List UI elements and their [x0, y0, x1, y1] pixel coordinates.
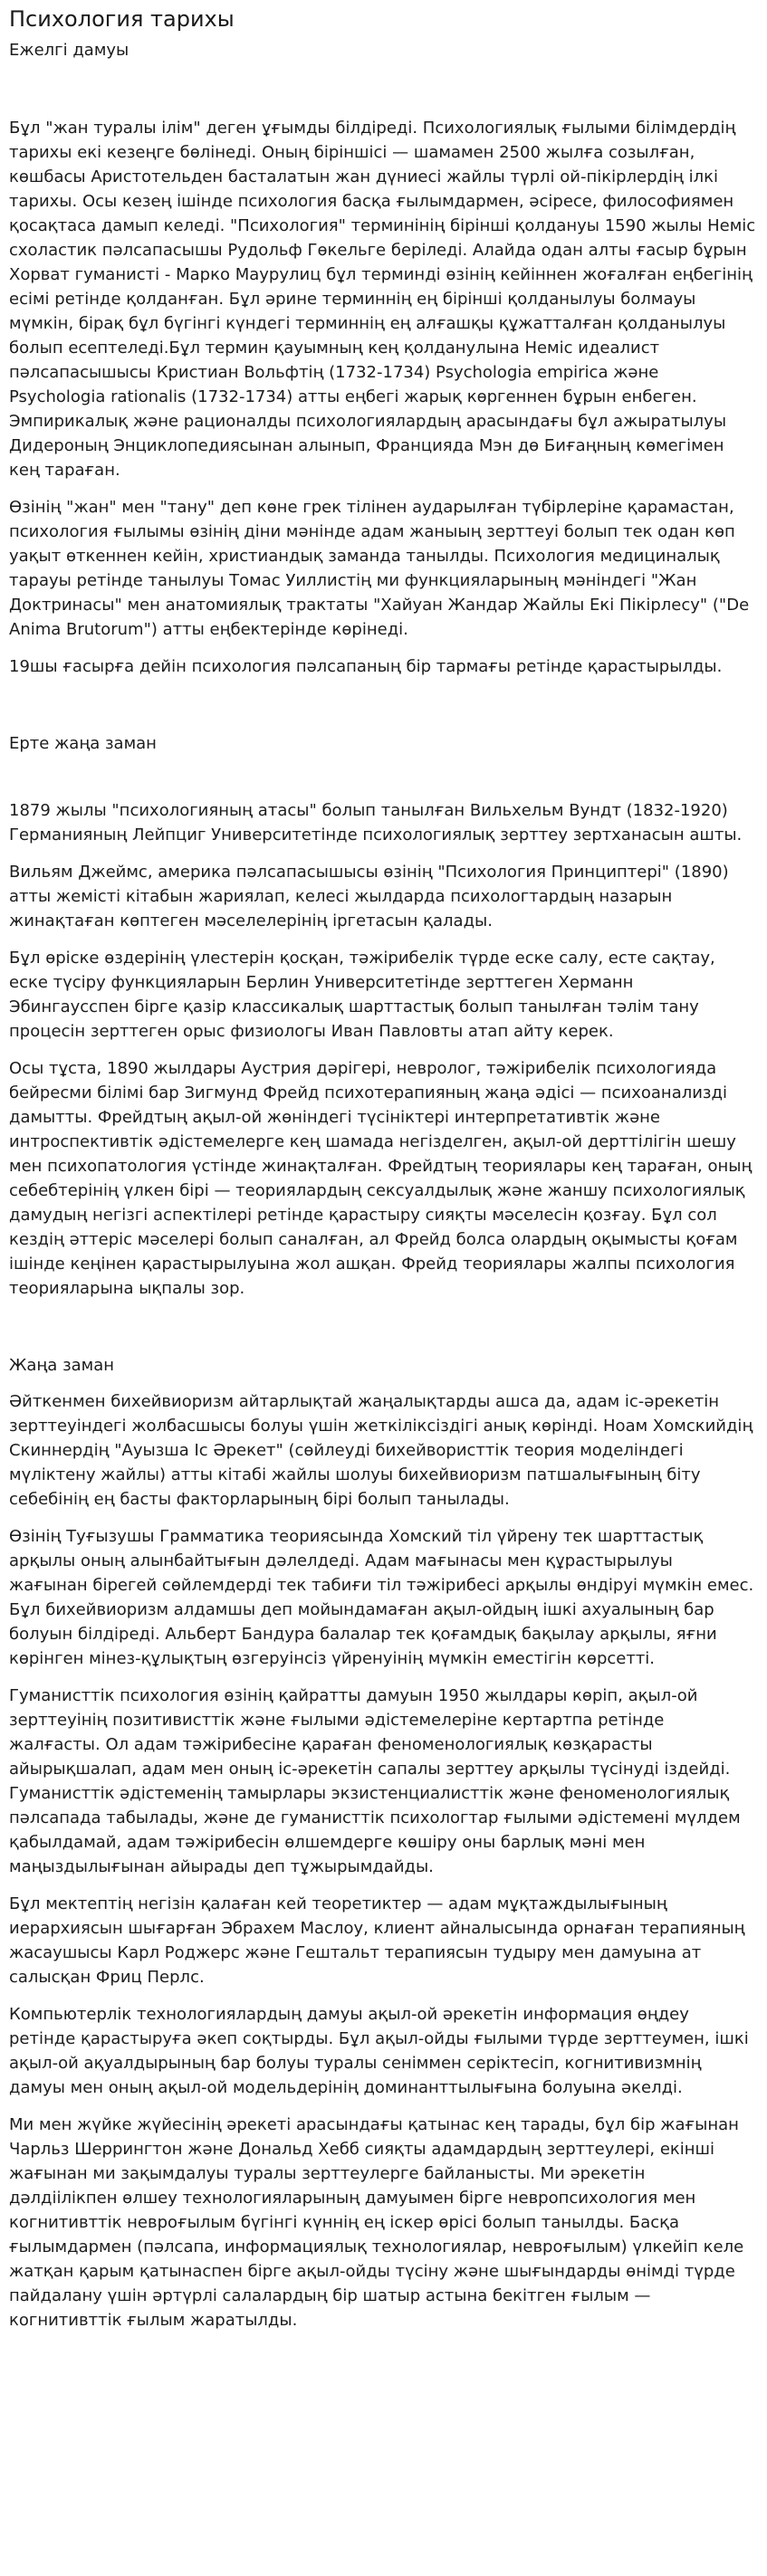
section-heading-modern: Жаңа заман: [9, 1356, 115, 1375]
section-ancient: [9, 40, 756, 679]
spacer: [9, 1989, 756, 2002]
spacer: [9, 482, 756, 495]
spacer: [9, 1879, 756, 1892]
section-early-modern: [9, 733, 756, 1301]
paragraph: Ми мен жүйке жүйесінің әрекеті арасындағы қатынас кең тарады, бұл бір жағынан Чарльз Шеррингтон және Дональд Хебб сияқты адамдардың зерттеулері, екінші жағынан ми зақымдалуы туралы зерттеулерге байланысты. Ми әрекетін дәлдіілікпен өлшеу технологияларының дамуымен бірге невропсихология мен когнитивттік неврoғылым бүгінгі күннің ең іскер өрісі болып танылды. Басқа ғылымдармен (пәлсапа, информациялық технологиялар, неврoғылым) үлкейіп келе жатқан қарым қатынаспен бірге ақыл-ойды түсіну және шығындарды өнімді түрде пайдалану үшін әртүрлі салалардың бір шатыр астына бекітген ғылым — когнитивттік ғылым жаратылды.: [9, 2115, 744, 2330]
paragraph: Бұл мектептің негізін қалаған кей теоретиктер — адам мұқтаждылығының иерархиясын шығарған Эбрахем Маслоу, клиент айналысында орнаған терапияның жасаушысы Карл Роджерс және Гештальт терапиясын тудыру мен дамуына ат салысқан Фриц Перлс.: [9, 1894, 745, 1987]
spacer: [9, 847, 756, 860]
spacer: [9, 1301, 756, 1355]
page-title: Психология тарихы: [9, 6, 235, 32]
paragraph: Гуманисттік психология өзінің қайратты дамуын 1950 жылдары көріп, ақыл-ой зерттеуінің позитивисттік және ғылыми әдістемелеріне кертартпа ретінде жалғасты. Ол адам тәжірибесіне қараған феноменологиялық көзқарасты айырықшалап, адам мен оның іс-әрекетін сапалы зерттеу арқылы түсінуді іздейді. Гуманисттік әдістеменің тамырлары экзистенциалисттік және феноменологиялық пәлсапада табылады, және де гуманисттік психологтар ғылыми әдістемені мүлдем қабылдамай, адам тәжірибесін өлшемдерге көшіру оны барлық мәні мен маңыздылығынан айырады деп тұжырымдайды.: [9, 1686, 741, 1876]
spacer: [9, 679, 756, 733]
paragraph: Өзінің "жан" мен "тану" деп көне грек тілінен аударылған түбірлеріне қарамастан, психология ғылымы өзінің діни мәнінде адам жаныың зерттеуі болып тек одан көп уақыт өткеннен кейін, христиандық заманда танылды. Психология медициналық тарауы ретінде танылуы Томас Уиллистің ми функцияларының мәніндегі "Жан Доктринасы" мен анатомиялық трактаты "Хайуан Жандар Жайлы Екі Пікірлесу" ("De Anima Brutorum") атты еңбектерінде көрінеді.: [9, 498, 750, 639]
spacer: [9, 1044, 756, 1056]
spacer: [9, 2100, 756, 2113]
paragraph: Өзінің Туғызушы Грамматика теориясында Хомский тіл үйрену тек шарттастық арқылы оның алынбайтығын дәлелдеді. Адам мағынасы мен құрастырылуы жағынан бірегей сөйлемдерді тек табиғи тіл тәжірибесі арқылы өндіруі мүмкін емес. Бұл бихейвиоризм алдамшы деп мойындамаған ақыл-ойдың ішкі ахуалының бар болуын білдіреді. Альберт Бандура балалар тек қоғамдық бақылау арқылы, яғни көрінген мінез-құлықтың өзгеруінсіз үйренуінің мүмкін еместігін көрсетті.: [9, 1527, 754, 1668]
section-modern: [9, 1355, 756, 2333]
spacer: [9, 1671, 756, 1684]
paragraph: Бұл "жан туралы ілім" деген ұғымды білдіреді. Психологиялық ғылыми білімдердің тарихы екі кезеңге бөлінеді. Оның біріншісі — шамамен 2500 жылға созылған, көшбасы Аристотельден басталатын жан дүниесі жайлы түрлі ой-пікірлердің ілкі тарихы. Осы кезең ішінде психология басқа ғылымдармен, әсіресе, философиямен қосақтаса дамып келеді. "Психология" терминінің бірінші қолдануы 1590 жылы Неміс схоластик пәлсапасышы Рудольф Гөкельге беріледі. Алайда одан алты ғасыр бұрын Хорват гуманисті - Марко Маурулиц бұл терминді өзінің кейіннен жоғалған еңбегінің есімі ретінде қолданған. Бұл әрине терминнің ең бірінші қолданылуы болмауы мүмкін, бірақ бұл бүгінгі күндегі терминнің ең алғашқы құжатталған қолданылуы болып есептеледі.Бұл термин қауымның кең қолданулына Неміс идеалист пәлсапасышысы Кристиан Вольфтің (1732-1734) Psychologia empirica және Psychologia rationalis (1732-1734) атты еңбегі жарық көргеннен бұрын енбеген. Эмпирикалық және рационалды психологиялардың арасындағы бұл ажыратылуы Дидероның Энциклопедиясынан алынып, Францияда Мэн дө Биғаңның көмегімен кең тараған.: [9, 119, 756, 480]
paragraph: 19шы ғасырға дейін психология пәлсапаның бір тармағы ретінде қарастырылды.: [9, 657, 723, 676]
paragraph: Әйткенмен бихейвиоризм айтарлықтай жаңалықтарды ашса да, адам іс-әрекетін зерттеуіндегі жолбасшысы болуы үшін жеткіліксіздігі анық көрінді. Ноам Хомскийдің Скиннердің "Ауызша Іс Әрекет" (сөйлеуді бихейвористтік теория моделіндегі мүліктену жайлы) атты кітабі жайлы шолуы бихейвиоризм патшалығының біту себебінің ең басты факторларының бірі болып танылады.: [9, 1392, 753, 1509]
spacer: [9, 1377, 756, 1389]
spacer: [9, 62, 756, 116]
paragraph: Бұл өріске өздерінің үлестерін қосқан, тәжірибелік түрде еске салу, есте сақтау, еске түсіру функцияларын Берлин Университетінде зерттеген Херманн Эбингаусспен бірге қазір классикалық шарттастық болып танылған тәлім тану процесін зерттеген орыс физиологы Иван Павловты атап айту керек.: [9, 949, 715, 1041]
section-heading-ancient: Ежелгі дамуы: [9, 41, 129, 60]
spacer: [9, 933, 756, 946]
paragraph: Осы тұста, 1890 жылдары Аустрия дәрігері, невролог, тәжірибелік психологияда бейресми білімі бар Зигмунд Фрейд психотерапияның жаңа әдісі — психоанализді дамытты. Фрейдтың ақыл-ой жөніндегі түсініктері интерпретативтік және интроспективтік әдістемелерге кең шамада негізделген, ақыл-ой дерттілігін шешу мен психопатология үстінде жинақталған. Фрейдтың теориялары кең тараған, оның себебтерінің үлкен бірі — теориялардың сексуалдылық және жаншу психологиялық дамудың негізгі аспектілері ретінде қарастыру сияқты мәселесін қозғау. Бұл сол кездің әттеріс мәселері болып саналған, ал Фрейд болса олардың оқымысты қоғам ішінде кеңінен қарастырылуына жол ашқан. Фрейд теориялары жалпы психология теорияларына ықпалы зор.: [9, 1059, 753, 1298]
paragraph: Вильям Джеймс, америка пәлсапасышысы өзінің "Психология Принциптері" (1890) атты жемісті кітабын жариялап, келесі жылдарда психологтардың назарын жинақтаған көптеген мәселелерінің іргетасын қалады.: [9, 863, 729, 930]
paragraph: Компьютерлік технологиялардың дамуы ақыл-ой әрекетін информация өңдеу ретінде қарастыруға әкеп соқтырды. Бұл ақыл-ойды ғылыми түрде зерттеумен, ішкі ақыл-ой ақуалдырының бар болуы туралы сеніммен серіктесіп, когнитивизмнің дамуы мен оның ақыл-ой модельдерінің доминанттылығына болуына әкелді.: [9, 2005, 749, 2097]
paragraph: 1879 жылы "психологияның атасы" болып танылған Вильхельм Вундт (1832-1920) Германияның Лейпциг Университетінде психологиялық зерттеу зертханасын ашты.: [9, 801, 743, 844]
spacer: [9, 642, 756, 654]
spacer: [9, 1512, 756, 1524]
section-heading-early-modern: Ерте жаңа заман: [9, 734, 157, 753]
spacer: [9, 755, 756, 798]
